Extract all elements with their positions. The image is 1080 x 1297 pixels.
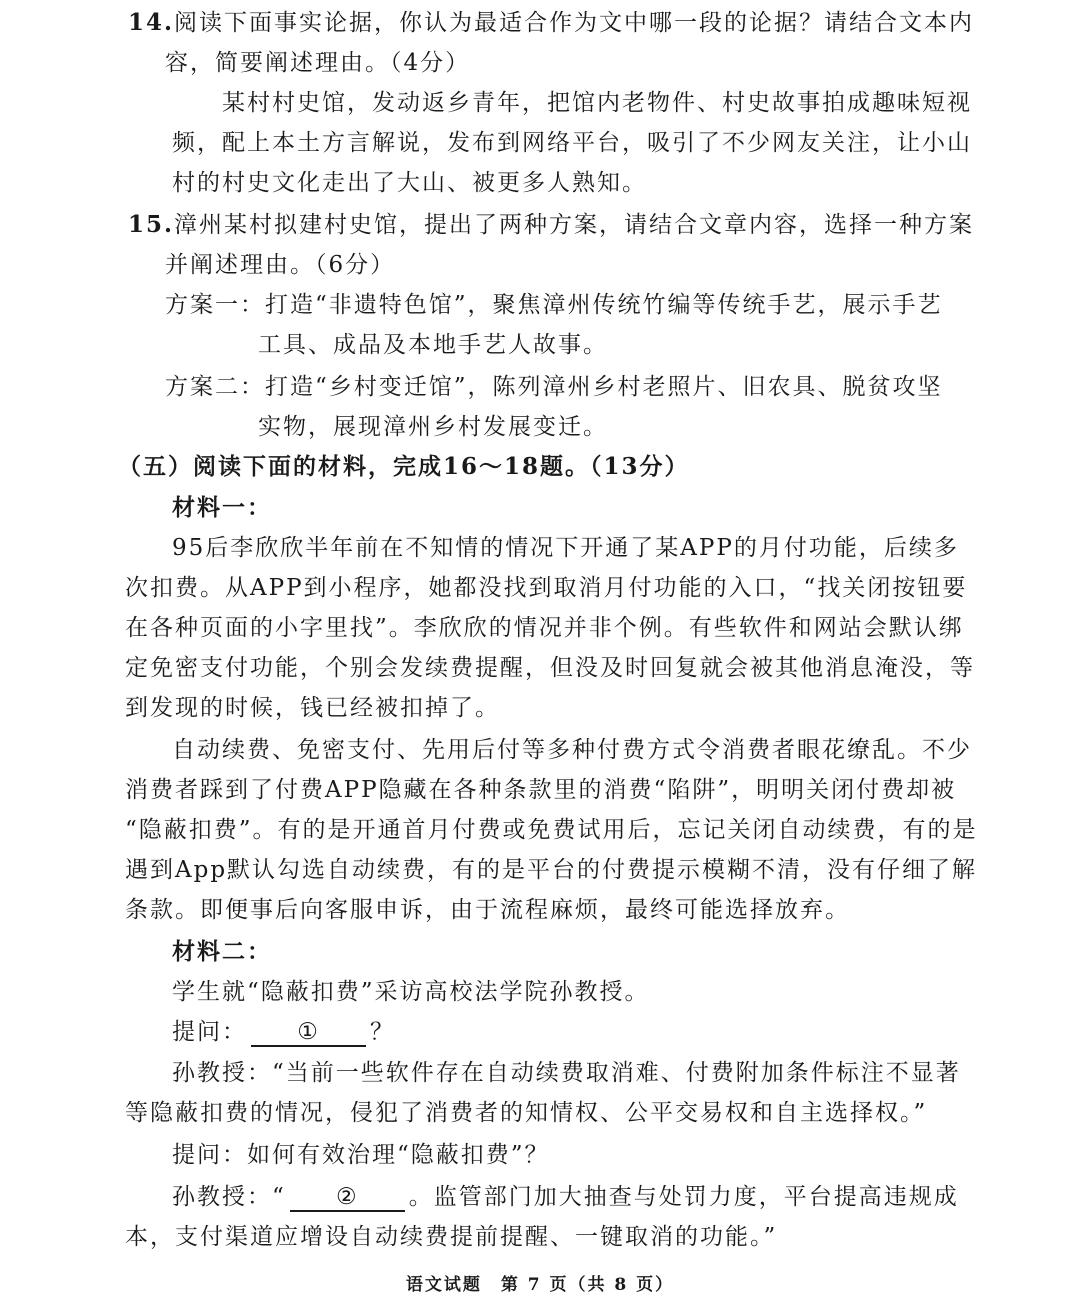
material2-question2: 提问：如何有效治理“隐蔽扣费”？: [172, 1142, 550, 1168]
material1-para1-line5: 到发现的时候，钱已经被扣掉了。: [125, 695, 500, 721]
q15-plan2-line2: 实物，展现漳州乡村发展变迁。: [258, 414, 608, 440]
page-footer: 语文试题 第 7 页（共 8 页）: [405, 1275, 675, 1295]
material2-answer2-line2: 本，支付渠道应增设自动续费提前提醒、一键取消的功能。”: [125, 1224, 778, 1250]
q14-evidence-line2: 频，配上本土方言解说，发布到网络平台，吸引了不少网友关注，让小山: [172, 130, 972, 156]
material2-answer2-line1: 孙教授：“ ② 。监管部门加大抽查与处罚力度，平台提高违规成: [172, 1184, 959, 1210]
section5-heading: （五）阅读下面的材料，完成16～18题。（13分）: [118, 453, 690, 480]
material1-para1-line4: 定免密支付功能，个别会发续费提醒，但没及时回复就会被其他消息淹没，等: [125, 655, 975, 681]
material1-para1-line1: 95后李欣欣半年前在不知情的情况下开通了某APP的月付功能，后续多: [172, 535, 959, 561]
material1-para2-line3: “隐蔽扣费”。有的是开通首月付费或免费试用后，忘记关闭自动续费，有的是: [125, 817, 978, 843]
q14-line2: 容，简要阐述理由。（4分）: [165, 50, 471, 76]
material1-para2-line5: 条款。即便事后向客服申诉，由于流程麻烦，最终可能选择放弃。: [125, 897, 850, 923]
q15-line1: 15.漳州某村拟建村史馆，提出了两种方案，请结合文章内容，选择一种方案: [128, 211, 975, 238]
q15-number: 15.: [128, 211, 175, 238]
plan2-label: 方案二：: [165, 374, 265, 400]
q15-plan2-line1: 方案二：打造“乡村变迁馆”，陈列漳州乡村老照片、旧农具、脱贫攻坚: [165, 374, 943, 400]
plan1-label: 方案一：: [165, 292, 265, 318]
material2-answer1-line1: 孙教授：“当前一些软件存在自动续费取消难、付费附加条件标注不显著: [172, 1060, 961, 1086]
material1-para1-line2: 次扣费。从APP到小程序，她都没找到取消月付功能的入口，“找关闭按钮要: [125, 575, 968, 601]
material1-para1-line3: 在各种页面的小字里找”。李欣欣的情况并非个例。有些软件和网站会默认绑: [125, 615, 964, 641]
q15-plan1-line2: 工具、成品及本地手艺人故事。: [258, 332, 608, 358]
material2-question1: 提问： ① ？: [172, 1019, 395, 1045]
material1-para2-line4: 遇到App默认勾选自动续费，有的是平台的付费提示模糊不清，没有仔细了解: [125, 857, 978, 883]
material1-para2-line1: 自动续费、免密支付、先用后付等多种付费方式令消费者眼花缭乱。不少: [172, 737, 972, 763]
material1-title: 材料一：: [172, 494, 272, 521]
q14-number: 14.: [128, 9, 175, 36]
material2-answer1-line2: 等隐蔽扣费的情况，侵犯了消费者的知情权、公平交易权和自主选择权。”: [125, 1100, 928, 1126]
q14-line1: 14.阅读下面事实论据，你认为最适合作为文中哪一段的论据？请结合文本内: [128, 9, 975, 36]
answer-blank-1: ①: [251, 1019, 366, 1047]
material2-title: 材料二：: [172, 938, 272, 965]
q15-line2: 并阐述理由。（6分）: [165, 252, 396, 278]
q14-evidence-line1: 某村村史馆，发动返乡青年，把馆内老物件、村史故事拍成趣味短视: [222, 90, 972, 116]
material1-para2-line2: 消费者踩到了付费APP隐藏在各种条款里的消费“陷阱”，明明关闭付费却被: [125, 777, 957, 803]
q15-plan1-line1: 方案一：打造“非遗特色馆”，聚焦漳州传统竹编等传统手艺，展示手艺: [165, 292, 943, 318]
answer-blank-2: ②: [290, 1184, 405, 1212]
material2-intro: 学生就“隐蔽扣费”采访高校法学院孙教授。: [172, 979, 650, 1005]
q14-evidence-line3: 村的村史文化走出了大山、被更多人熟知。: [172, 170, 647, 196]
